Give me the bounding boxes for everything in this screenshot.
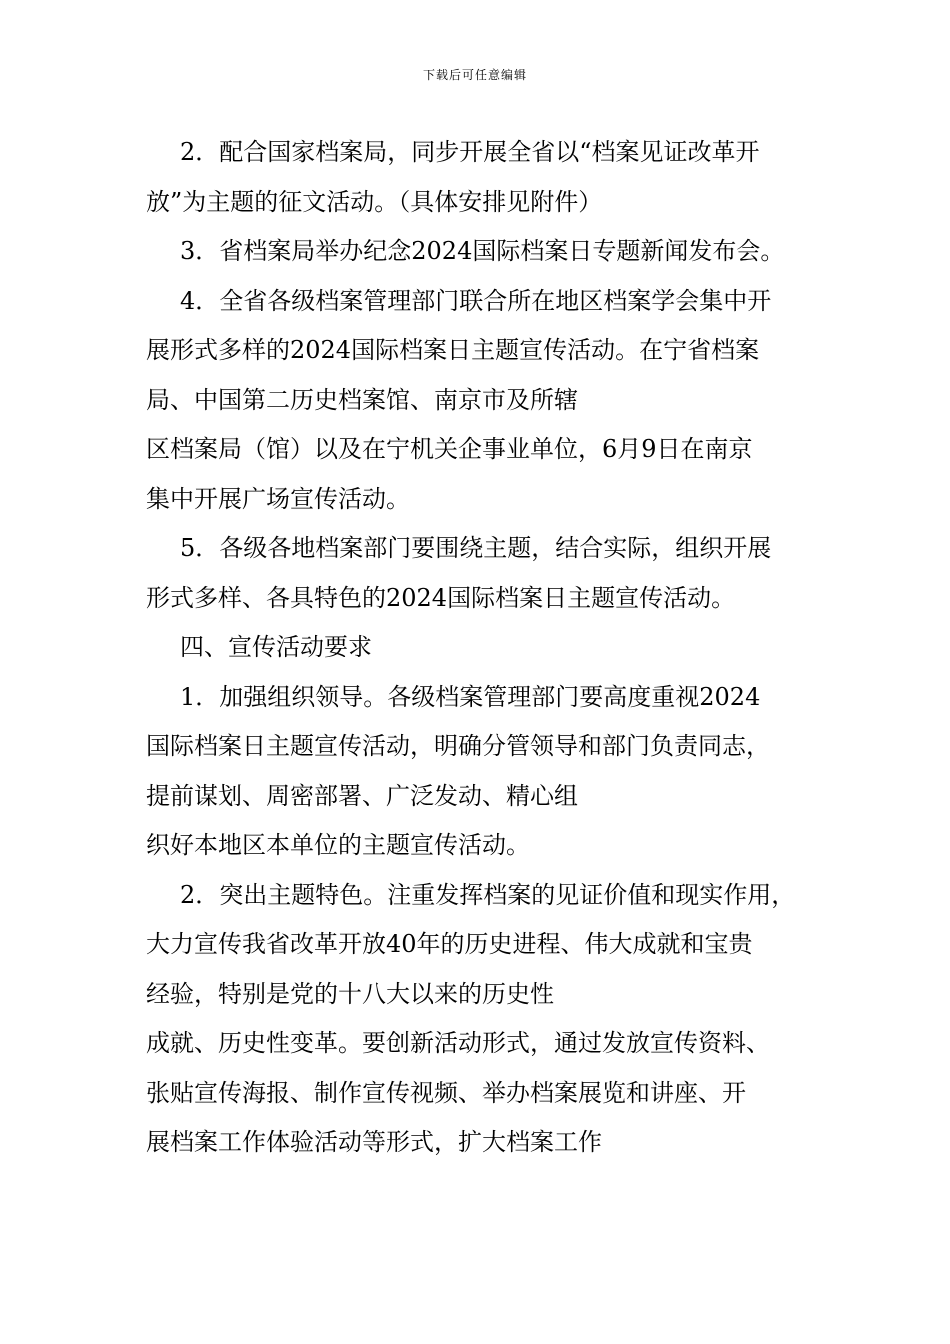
text-line: 3．省档案局举办纪念2024国际档案日专题新闻发布会。 — [180, 237, 785, 265]
text-line: 织好本地区本单位的主题宣传活动。 — [146, 831, 530, 859]
text-line: 局、中国第二历史档案馆、南京市及所辖 — [146, 385, 578, 414]
text-line: 形式多样、各具特色的2024国际档案日主题宣传活动。 — [146, 583, 736, 612]
text-line: 展形式多样的2024国际档案日主题宣传活动。在宁省档案 — [146, 336, 760, 364]
text-line: 经验，特别是党的十八大以来的历史性 — [146, 979, 554, 1008]
text-line: 2．配合国家档案局，同步开展全省以“档案见证改革开 — [180, 138, 760, 166]
text-line: 放”为主题的征文活动。（具体安排见附件） — [146, 187, 603, 216]
text-line: 2．突出主题特色。注重发挥档案的见证价值和现实作用， — [180, 880, 796, 909]
document-body — [146, 128, 846, 1168]
text-line: 区档案局（馆）以及在宁机关企事业单位，6月9日在南京 — [146, 435, 753, 463]
text-line: 国际档案日主题宣传活动，明确分管领导和部门负责同志， — [146, 732, 770, 760]
text-line: 展档案工作体验活动等形式，扩大档案工作 — [146, 1128, 602, 1156]
text-line: 1．加强组织领导。各级档案管理部门要高度重视2024 — [180, 682, 761, 711]
text-line: 成就、历史性变革。要创新活动形式，通过发放宣传资料、 — [146, 1029, 770, 1057]
text-line: 张贴宣传海报、制作宣传视频、举办档案展览和讲座、开 — [146, 1078, 746, 1107]
text-line: 集中开展广场宣传活动。 — [146, 484, 410, 513]
text-line: 提前谋划、周密部署、广泛发动、精心组 — [146, 781, 578, 810]
text-line: 4．全省各级档案管理部门联合所在地区档案学会集中开 — [180, 286, 772, 315]
text-line: 大力宣传我省改革开放40年的历史进程、伟大成就和宝贵 — [146, 930, 753, 958]
section-heading: 四、宣传活动要求 — [180, 633, 372, 661]
page-header: 下载后可任意编辑 — [422, 68, 527, 82]
text-line: 5．各级各地档案部门要围绕主题，结合实际，组织开展 — [180, 534, 772, 562]
